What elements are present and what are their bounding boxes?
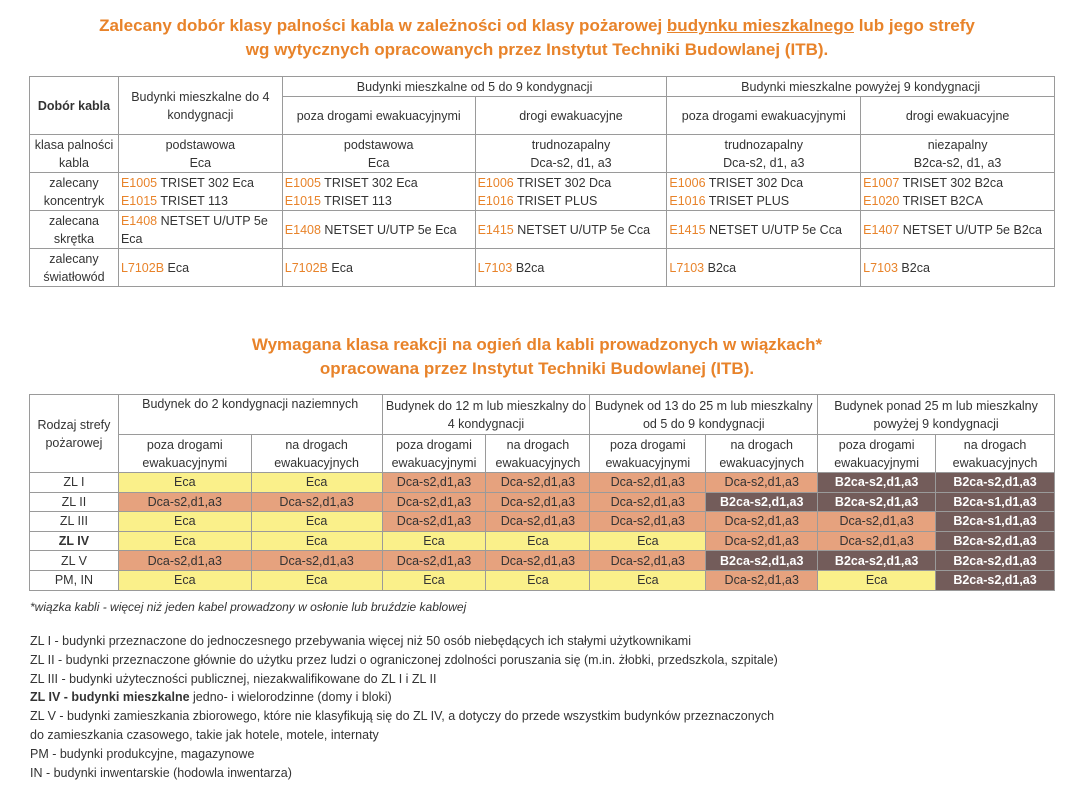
requirement-cell: Dca-s2,d1,a3	[706, 473, 818, 493]
table1-group3-header: Budynki mieszkalne powyżej 9 kondygnacji	[667, 77, 1055, 97]
product-cell: E1408 NETSET U/UTP 5e Eca	[118, 211, 282, 249]
requirement-cell: Eca	[118, 570, 251, 590]
product-cell: L7102B Eca	[282, 249, 475, 287]
legend-item: ZL IV - budynki mieszkalne jedno- i wielorodzinne (domy i bloki)	[30, 690, 392, 705]
requirement-cell: B2ca-s2,d1,a3	[706, 492, 818, 512]
requirement-cell: B2ca-s1,d1,a3	[936, 492, 1055, 512]
table2-sub-header: na drogach ewakuacyjnych	[706, 435, 818, 473]
table1-row-twisted	[30, 211, 1055, 249]
product-code-link[interactable]: L7102B	[284, 260, 328, 275]
table1-sub3a: poza drogami ewakuacyjnymi	[667, 97, 861, 135]
product-code-link[interactable]: E1006	[477, 175, 514, 190]
table2-row	[30, 473, 1055, 493]
table1-col1-header: Budynki mieszkalne do 4 kondygnacji	[118, 77, 282, 135]
legend-item: PM - budynki produkcyjne, magazynowe	[30, 746, 255, 761]
table1-row-coax	[30, 173, 1055, 211]
requirement-cell: Dca-s2,d1,a3	[118, 492, 251, 512]
class-cell: trudnozapalny Dca-s2, d1, a3	[667, 135, 861, 173]
table2-sub-header: na drogach ewakuacyjnych	[251, 435, 382, 473]
product-code-link[interactable]: L7103	[669, 260, 705, 275]
zone-label: PM, IN	[30, 570, 119, 590]
table2-sub-header: poza drogami ewakuacyjnymi	[818, 435, 936, 473]
requirement-cell: Dca-s2,d1,a3	[382, 473, 486, 493]
requirement-cell: Dca-s2,d1,a3	[486, 551, 590, 571]
class-cell: podstawowa Eca	[118, 135, 282, 173]
zone-label: ZL I	[30, 473, 119, 493]
requirement-cell: Eca	[382, 570, 486, 590]
product-cell: E1407 NETSET U/UTP 5e B2ca	[861, 211, 1055, 249]
product-code-link[interactable]: E1006	[669, 175, 706, 190]
product-cell: E1006 TRISET 302 Dca E1016 TRISET PLUS	[667, 173, 861, 211]
bundle-footnote: *wiązka kabli - więcej niż jeden kabel prowadzony w osłonie lub bruździe kablowej	[30, 600, 467, 614]
requirement-cell: Eca	[251, 531, 382, 551]
title-2: Wymagana klasa reakcji na ogień dla kabli prowadzonych w wiązkach* opracowana przez Instytut Techniki Budowlanej (ITB).	[251, 335, 823, 378]
table2-row	[30, 531, 1055, 551]
table2-group-header: Budynek od 13 do 25 m lub mieszkalny od 5 do 9 kondygnacji	[590, 395, 818, 435]
requirement-cell: Dca-s2,d1,a3	[382, 551, 486, 571]
fire-reaction-table	[29, 394, 1055, 591]
requirement-cell: Eca	[118, 473, 251, 493]
product-code-link[interactable]: L7102B	[120, 260, 165, 275]
cable-selection-table	[29, 76, 1055, 287]
requirement-cell: Eca	[486, 570, 590, 590]
product-code-link[interactable]: E1016	[477, 193, 514, 208]
legend-item: ZL II - budynki przeznaczone głównie do użytku przez ludzi o ograniczonej zdolności poruszania się (m.in. żłobki, przedszkola, szpitale)	[30, 652, 778, 667]
class-cell: trudnozapalny Dca-s2, d1, a3	[475, 135, 667, 173]
legend-item: do zamieszkania czasowego, takie jak hotele, motele, internaty	[30, 727, 379, 742]
requirement-cell: Dca-s2,d1,a3	[251, 551, 382, 571]
product-code-link[interactable]: E1005	[284, 175, 321, 190]
requirement-cell: B2ca-s2,d1,a3	[936, 551, 1055, 571]
requirement-cell: B2ca-s2,d1,a3	[818, 473, 936, 493]
requirement-cell: Dca-s2,d1,a3	[382, 492, 486, 512]
table2-row	[30, 570, 1055, 590]
requirement-cell: Eca	[251, 570, 382, 590]
product-code-link[interactable]: E1407	[863, 222, 900, 237]
table1-group2-header: Budynki mieszkalne od 5 do 9 kondygnacji	[282, 77, 667, 97]
requirement-cell: B2ca-s2,d1,a3	[818, 492, 936, 512]
zone-label: ZL V	[30, 551, 119, 571]
requirement-cell: B2ca-s2,d1,a3	[706, 551, 818, 571]
product-code-link[interactable]: E1015	[120, 193, 158, 208]
requirement-cell: B2ca-s2,d1,a3	[818, 551, 936, 571]
table2-sub-header: poza drogami ewakuacyjnymi	[382, 435, 486, 473]
product-code-link[interactable]: E1415	[477, 222, 514, 237]
table2-group-header: Budynek ponad 25 m lub mieszkalny powyżej 9 kondygnacji	[818, 395, 1055, 435]
requirement-cell: Dca-s2,d1,a3	[706, 531, 818, 551]
title-1-line-1: Zalecany dobór klasy palności kabla w zależności od klasy pożarowej budynku mieszkalnego lub jego strefy	[99, 16, 975, 35]
class-cell: niezapalny B2ca-s2, d1, a3	[861, 135, 1055, 173]
requirement-cell: Eca	[590, 570, 706, 590]
requirement-cell: Dca-s2,d1,a3	[818, 512, 936, 532]
product-cell: L7103 B2ca	[861, 249, 1055, 287]
requirement-cell: Eca	[118, 512, 251, 532]
product-cell: E1005 TRISET 302 Eca E1015 TRISET 113	[118, 173, 282, 211]
legend-item: ZL I - budynki przeznaczone do jednoczesnego przebywania więcej niż 50 osób niebędących ich stałymi użytkownikami	[30, 634, 691, 648]
row-label: zalecana skrętka	[30, 211, 119, 249]
legend-item: IN - budynki inwentarskie (hodowla inwentarza)	[30, 765, 292, 780]
row-label: klasa palności kabla	[30, 135, 119, 173]
table2-sub-header: poza drogami ewakuacyjnymi	[590, 435, 706, 473]
requirement-cell: Eca	[486, 531, 590, 551]
zone-label: ZL II	[30, 492, 119, 512]
product-code-link[interactable]: E1007	[863, 175, 900, 190]
requirement-cell: Dca-s2,d1,a3	[118, 551, 251, 571]
table1-row-fiber	[30, 249, 1055, 287]
table2-group-header: Budynek do 12 m lub mieszkalny do 4 kondygnacji	[382, 395, 590, 435]
product-code-link[interactable]: E1015	[284, 193, 321, 208]
product-cell: L7102B Eca	[118, 249, 282, 287]
requirement-cell: B2ca-s1,d1,a3	[936, 512, 1055, 532]
product-code-link[interactable]: E1005	[120, 175, 158, 190]
table2-sub-header: poza drogami ewakuacyjnymi	[118, 435, 251, 473]
zone-legend	[30, 632, 778, 782]
product-code-link[interactable]: L7103	[863, 260, 898, 275]
product-cell: E1415 NETSET U/UTP 5e Cca	[475, 211, 667, 249]
legend-item: ZL V - budynki zamieszkania zbiorowego, które nie klasyfikują się do ZL IV, a dotyczy do przede wszystkim budynków przeznaczonych	[30, 709, 775, 724]
product-code-link[interactable]: L7103	[477, 260, 513, 275]
requirement-cell: B2ca-s2,d1,a3	[936, 473, 1055, 493]
table2-corner: Rodzaj strefy pożarowej	[30, 395, 119, 473]
product-cell: E1007 TRISET 302 B2ca E1020 TRISET B2CA	[861, 173, 1055, 211]
table2-sub-header: na drogach ewakuacyjnych	[486, 435, 590, 473]
product-cell: E1005 TRISET 302 Eca E1015 TRISET 113	[282, 173, 475, 211]
requirement-cell: B2ca-s2,d1,a3	[936, 531, 1055, 551]
row-label: zalecany światłowód	[30, 249, 119, 287]
table1-row-class	[30, 135, 1055, 173]
requirement-cell: Dca-s2,d1,a3	[590, 551, 706, 571]
product-code-link[interactable]: E1020	[863, 193, 900, 208]
requirement-cell: Eca	[818, 570, 936, 590]
requirement-cell: Eca	[590, 531, 706, 551]
requirement-cell: Eca	[251, 473, 382, 493]
requirement-cell: Dca-s2,d1,a3	[818, 531, 936, 551]
requirement-cell: Dca-s2,d1,a3	[590, 512, 706, 532]
product-code-link[interactable]: E1415	[669, 222, 706, 237]
table1-corner: Dobór kabla	[30, 77, 119, 135]
product-code-link[interactable]: E1016	[669, 193, 706, 208]
requirement-cell: Dca-s2,d1,a3	[706, 512, 818, 532]
requirement-cell: Dca-s2,d1,a3	[382, 512, 486, 532]
legend-item: ZL III - budynki użyteczności publicznej, niezakwalifikowane do ZL I i ZL II	[30, 671, 437, 686]
residential-building-link[interactable]: budynku mieszkalnego	[666, 16, 854, 35]
table2-row	[30, 551, 1055, 571]
table2-group-header: Budynek do 2 kondygnacji naziemnych	[118, 395, 382, 435]
table2-row	[30, 492, 1055, 512]
product-code-link[interactable]: E1408	[120, 213, 158, 228]
table2-sub-header: na drogach ewakuacyjnych	[936, 435, 1055, 473]
product-cell: L7103 B2ca	[667, 249, 861, 287]
product-cell: L7103 B2ca	[475, 249, 667, 287]
table1-sub2b: drogi ewakuacyjne	[475, 97, 667, 135]
product-cell: E1006 TRISET 302 Dca E1016 TRISET PLUS	[475, 173, 667, 211]
product-cell: E1408 NETSET U/UTP 5e Eca	[282, 211, 475, 249]
class-cell: podstawowa Eca	[282, 135, 475, 173]
requirement-cell: B2ca-s2,d1,a3	[936, 570, 1055, 590]
requirement-cell: Eca	[382, 531, 486, 551]
product-code-link[interactable]: E1408	[284, 222, 321, 237]
requirement-cell: Dca-s2,d1,a3	[706, 570, 818, 590]
title-1-line-2: wg wytycznych opracowanych przez Instytut Techniki Budowlanej (ITB).	[245, 40, 829, 59]
requirement-cell: Dca-s2,d1,a3	[486, 512, 590, 532]
row-label: zalecany koncentryk	[30, 173, 119, 211]
table2-row	[30, 512, 1055, 532]
table2-body	[30, 473, 1055, 591]
table1-sub3b: drogi ewakuacyjne	[861, 97, 1055, 135]
zone-label: ZL III	[30, 512, 119, 532]
requirement-cell: Dca-s2,d1,a3	[590, 473, 706, 493]
requirement-cell: Dca-s2,d1,a3	[486, 492, 590, 512]
requirement-cell: Eca	[118, 531, 251, 551]
requirement-cell: Eca	[251, 512, 382, 532]
zone-label: ZL IV	[30, 531, 119, 551]
requirement-cell: Dca-s2,d1,a3	[486, 473, 590, 493]
requirement-cell: Dca-s2,d1,a3	[590, 492, 706, 512]
requirement-cell: Dca-s2,d1,a3	[251, 492, 382, 512]
title-1	[0, 14, 1074, 62]
product-cell: E1415 NETSET U/UTP 5e Cca	[667, 211, 861, 249]
table1-sub2a: poza drogami ewakuacyjnymi	[282, 97, 475, 135]
